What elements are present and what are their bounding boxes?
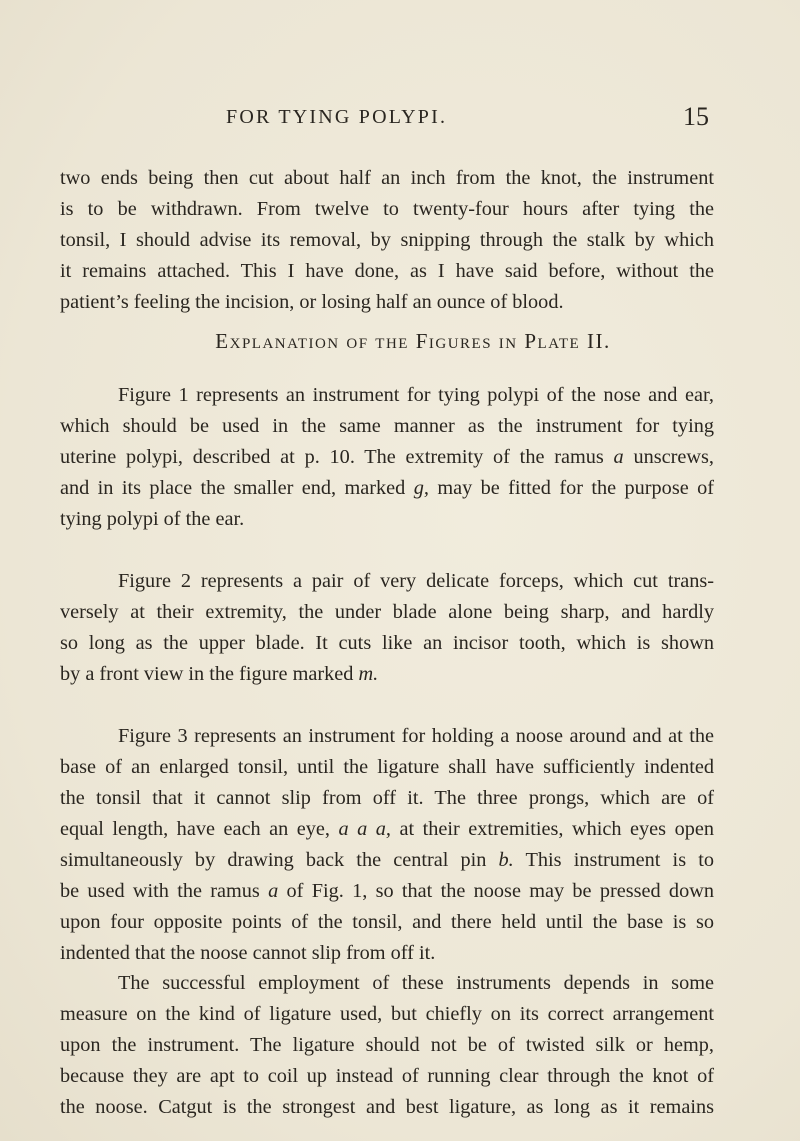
text-line bbox=[60, 845, 714, 876]
running-head bbox=[0, 102, 800, 142]
italic-letter: a bbox=[268, 880, 279, 902]
text-line: which should be used in the same manner as the instrument for tying bbox=[60, 415, 714, 437]
text-fragment: by a front view in the figure marked bbox=[60, 663, 354, 685]
text-line bbox=[60, 814, 714, 845]
text-line: because they are apt to coil up instead of running clear through the knot of bbox=[60, 1065, 714, 1087]
text-line: The successful employment of these instruments depends in some bbox=[118, 972, 714, 994]
text-line: Figure 1 represents an instrument for tying polypi of the nose and ear, bbox=[118, 384, 714, 406]
text-line: is to be withdrawn. From twelve to twenty-four hours after tying the bbox=[60, 198, 714, 220]
page-number: 15 bbox=[683, 102, 709, 131]
text-fragment: This instrument is to bbox=[525, 849, 714, 871]
text-line: upon four opposite points of the tonsil, and there held until the base is so bbox=[60, 911, 714, 933]
text-line: Figure 3 represents an instrument for holding a noose around and at the bbox=[118, 725, 714, 747]
text-line: patient’s feeling the incision, or losing half an ounce of blood. bbox=[60, 291, 564, 313]
figure-2-paragraph bbox=[60, 566, 714, 690]
italic-letter: g, bbox=[413, 477, 429, 499]
text-fragment: of Fig. 1, so that the noose may be pressed down bbox=[286, 880, 714, 902]
text-fragment: uterine polypi, described at p. 10. The extremity of the ramus bbox=[60, 446, 604, 468]
text-line: the tonsil that it cannot slip from off it. The three prongs, which are of bbox=[60, 787, 714, 809]
closing-paragraph bbox=[60, 968, 714, 1123]
text-line: the noose. Catgut is the strongest and best ligature, as long as it remains bbox=[60, 1096, 714, 1118]
text-line: tying polypi of the ear. bbox=[60, 508, 245, 530]
text-fragment: and in its place the smaller end, marked bbox=[60, 477, 406, 499]
italic-letters: a a a, bbox=[338, 818, 391, 840]
italic-letter: m. bbox=[358, 663, 379, 685]
text-line bbox=[60, 442, 714, 473]
text-fragment: simultaneously by drawing back the central pin bbox=[60, 849, 487, 871]
text-fragment: at their extremities, which eyes open bbox=[399, 818, 714, 840]
italic-letter: a bbox=[613, 446, 624, 468]
text-line bbox=[60, 876, 714, 907]
continuation-paragraph bbox=[60, 163, 714, 318]
text-line: versely at their extremity, the under blade alone being sharp, and hardly bbox=[60, 601, 714, 623]
text-line: upon the instrument. The ligature should not be of twisted silk or hemp, bbox=[60, 1034, 714, 1056]
running-head-title: FOR TYING POLYPI. bbox=[226, 106, 448, 128]
text-fragment: equal length, have each an eye, bbox=[60, 818, 330, 840]
text-line: measure on the kind of ligature used, but chiefly on its correct arrangement bbox=[60, 1003, 714, 1025]
figure-3-paragraph bbox=[60, 721, 714, 969]
text-line: base of an enlarged tonsil, until the ligature shall have sufficiently indented bbox=[60, 756, 714, 778]
text-line: so long as the upper blade. It cuts like an incisor tooth, which is shown bbox=[60, 632, 714, 654]
text-line: it remains attached. This I have done, as I have said before, without the bbox=[60, 260, 714, 282]
section-heading: Explanation of the Figures in Plate II. bbox=[215, 329, 611, 353]
text-fragment: be used with the ramus bbox=[60, 880, 260, 902]
text-fragment: unscrews, bbox=[633, 446, 714, 468]
text-line: tonsil, I should advise its removal, by snipping through the stalk by which bbox=[60, 229, 714, 251]
text-line bbox=[60, 659, 714, 690]
italic-letter: b. bbox=[498, 849, 514, 871]
text-line: Figure 2 represents a pair of very delicate forceps, which cut trans- bbox=[118, 570, 714, 592]
figure-1-paragraph bbox=[60, 380, 714, 535]
text-fragment: may be fitted for the purpose of bbox=[437, 477, 714, 499]
text-line: indented that the noose cannot slip from off it. bbox=[60, 942, 436, 964]
text-line bbox=[60, 473, 714, 504]
text-line: two ends being then cut about half an inch from the knot, the instrument bbox=[60, 167, 714, 189]
